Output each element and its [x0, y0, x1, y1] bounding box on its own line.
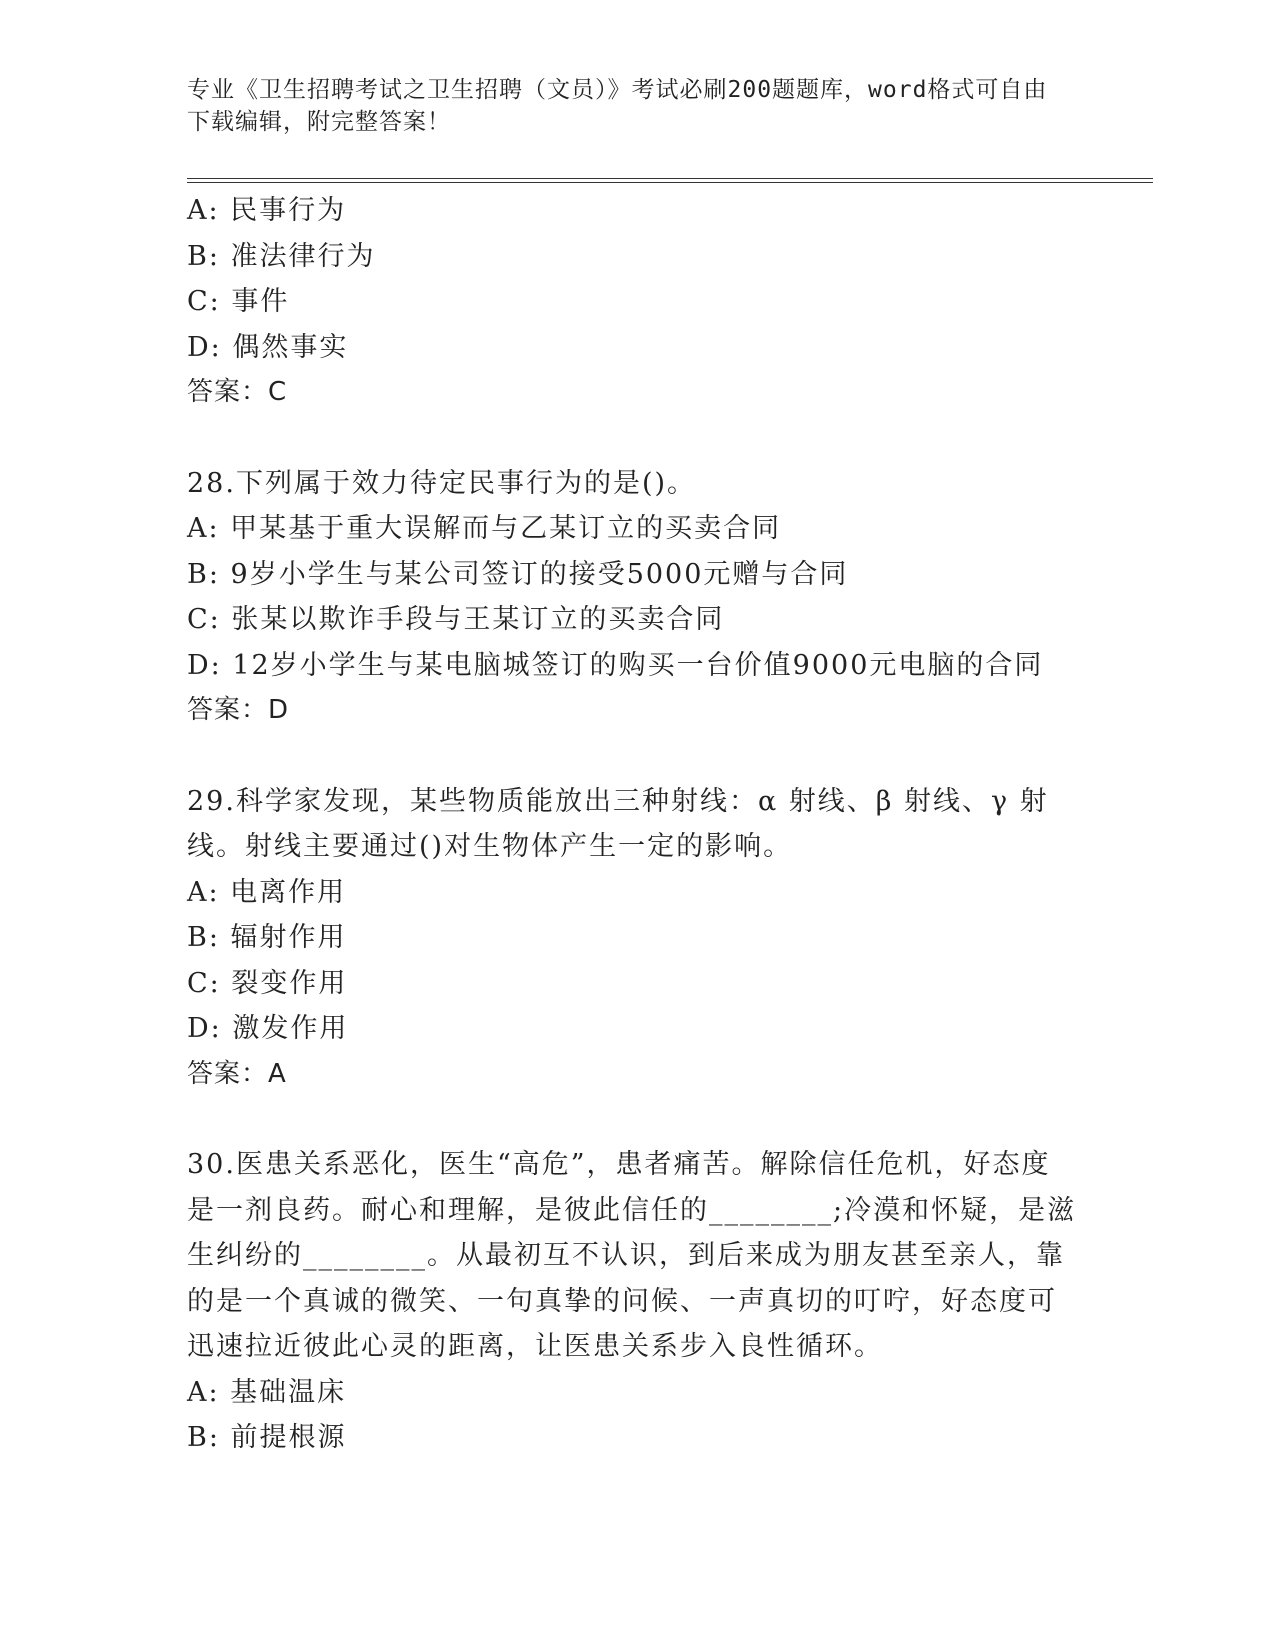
spacer: [187, 1097, 1077, 1142]
q29-question-line-1: 29.科学家发现，某些物质能放出三种射线：α 射线、β 射线、γ 射: [187, 785, 1049, 817]
q28-option-c: C: 张某以欺诈手段与王某订立的买卖合同: [187, 604, 725, 635]
question-27-block: [187, 188, 1077, 416]
q27-option-b: B: 准法律行为: [187, 240, 376, 272]
spacer: [187, 734, 1077, 779]
q29-answer: 答案：A: [187, 1058, 287, 1089]
q29-option-a: A: 电离作用: [187, 876, 347, 908]
q30-question-line-1: 30.医患关系恶化，医生“高危”，患者痛苦。解除信任危机，好态度: [187, 1149, 1051, 1180]
q28-question: 28.下列属于效力待定民事行为的是()。: [187, 467, 697, 499]
q28-option-d: D: 12岁小学生与某电脑城签订的购买一台价值9000元电脑的合同: [187, 649, 1044, 681]
q30-option-b: B: 前提根源: [187, 1422, 347, 1453]
question-30-block: [187, 1142, 1077, 1461]
q29-option-b: B: 辐射作用: [187, 922, 347, 953]
question-28-block: [187, 461, 1077, 734]
q29-question-line-2: 线。射线主要通过()对生物体产生一定的影响。: [187, 831, 793, 862]
q28-option-a: A: 甲某基于重大误解而与乙某订立的买卖合同: [187, 513, 782, 544]
q29-option-c: C: 裂变作用: [187, 967, 348, 999]
q30-question-line-3: 生纠纷的________。从最初互不认识，到后来成为朋友甚至亲人，靠: [187, 1240, 1065, 1271]
q27-answer: 答案：C: [187, 377, 288, 407]
q27-option-c: C: 事件: [187, 286, 290, 317]
question-29-block: [187, 779, 1077, 1098]
q28-answer: 答案：D: [187, 695, 290, 725]
q29-option-d: D: 激发作用: [187, 1013, 349, 1044]
q30-question-line-4: 的是一个真诚的微笑、一句真挚的问候、一声真切的叮咛，好态度可: [187, 1285, 1057, 1317]
q28-option-b: B: 9岁小学生与某公司签订的接受5000元赠与合同: [187, 558, 849, 590]
q30-option-a: A: 基础温床: [187, 1376, 347, 1408]
document-header-title: 专业《卫生招聘考试之卫生招聘（文员）》考试必刷200题题库，word格式可自由下载编辑，附完整答案！: [187, 77, 1048, 135]
q30-question-line-2: 是一剂良药。耐心和理解，是彼此信任的________;冷漠和怀疑，是滋: [187, 1194, 1077, 1226]
q27-option-d: D: 偶然事实: [187, 331, 349, 363]
header-divider: [187, 178, 1153, 183]
spacer: [187, 416, 1077, 461]
q27-option-a: A: 民事行为: [187, 195, 347, 226]
q30-question-line-5: 迅速拉近彼此心灵的距离，让医患关系步入良性循环。: [187, 1331, 883, 1362]
document-body: [187, 188, 1077, 1461]
